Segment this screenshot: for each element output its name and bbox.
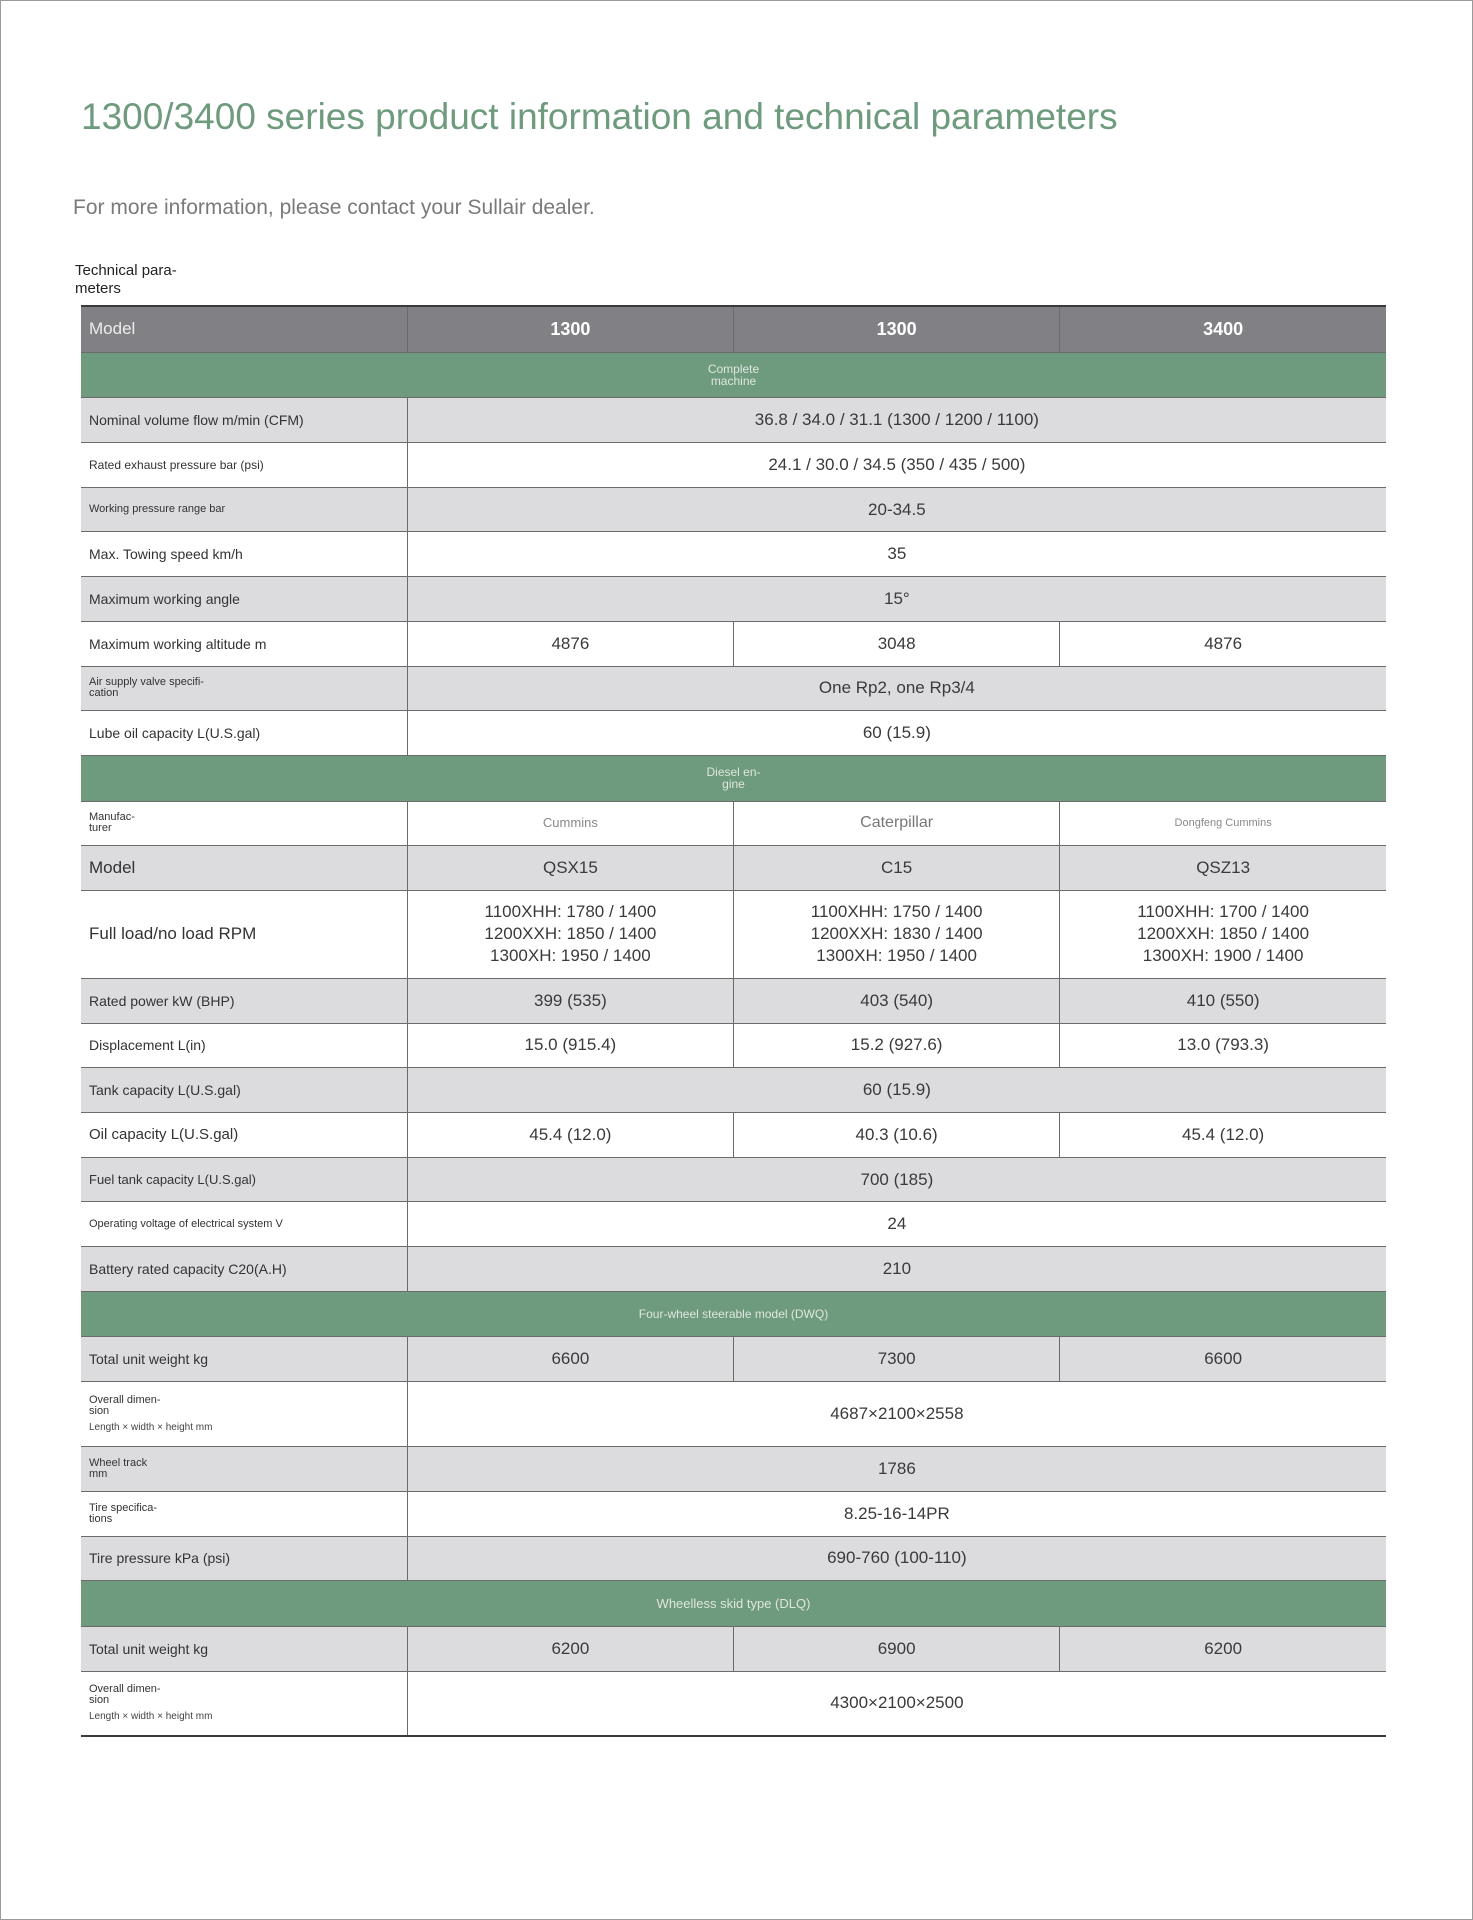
row-label: Nominal volume flow m/min (CFM) — [81, 398, 407, 443]
row-label: Battery rated capacity C20(A.H) — [81, 1247, 407, 1292]
header-model-3: 3400 — [1060, 306, 1386, 352]
row-label-main: Overall dimen- sion — [89, 1683, 161, 1707]
section-title: Wheelless skid type (DLQ) — [81, 1581, 1386, 1627]
table-row — [81, 487, 1386, 532]
row-value: 210 — [407, 1247, 1386, 1292]
table-row — [81, 1068, 1386, 1113]
row-label: Displacement L(in) — [81, 1023, 407, 1068]
row-value: 399 (535) — [407, 978, 733, 1023]
row-value: 4876 — [407, 621, 733, 666]
row-label: Total unit weight kg — [81, 1626, 407, 1671]
row-label: Lube oil capacity L(U.S.gal) — [81, 711, 407, 756]
row-label: Tank capacity L(U.S.gal) — [81, 1068, 407, 1113]
row-value: Caterpillar — [734, 801, 1060, 846]
spec-table — [81, 305, 1386, 1737]
table-row — [81, 398, 1386, 443]
row-label: Wheel track mm — [81, 1447, 407, 1492]
row-value: 15.2 (927.6) — [734, 1023, 1060, 1068]
table-row — [81, 1337, 1386, 1382]
row-value: C15 — [734, 846, 1060, 891]
section-label: Technical para- meters — [75, 262, 177, 297]
row-label: Fuel tank capacity L(U.S.gal) — [81, 1157, 407, 1202]
row-value: 403 (540) — [734, 978, 1060, 1023]
row-value: Cummins — [407, 801, 733, 846]
row-value: 35 — [407, 532, 1386, 577]
page-title: 1300/3400 series product information and technical parameters — [81, 96, 1118, 137]
row-label: Manufac- turer — [81, 801, 407, 846]
row-value: 6200 — [407, 1626, 733, 1671]
row-value: One Rp2, one Rp3/4 — [407, 666, 1386, 711]
table-row — [81, 443, 1386, 488]
table-row — [81, 532, 1386, 577]
table-row — [81, 1113, 1386, 1158]
row-value: 15° — [407, 577, 1386, 622]
row-label — [81, 1382, 407, 1447]
row-label: Max. Towing speed km/h — [81, 532, 407, 577]
section-row-skid — [81, 1581, 1386, 1627]
row-label: Model — [81, 846, 407, 891]
table-row — [81, 711, 1386, 756]
table-row — [81, 978, 1386, 1023]
row-label: Total unit weight kg — [81, 1337, 407, 1382]
section-title: Diesel en- gine — [81, 755, 1386, 801]
row-value: 6600 — [407, 1337, 733, 1382]
row-label — [81, 1671, 407, 1736]
row-value: 3048 — [734, 621, 1060, 666]
header-model-1: 1300 — [407, 306, 733, 352]
row-label: Maximum working angle — [81, 577, 407, 622]
table-row — [81, 890, 1386, 978]
section-row-complete-machine — [81, 352, 1386, 398]
table-row — [81, 666, 1386, 711]
row-value: 410 (550) — [1060, 978, 1386, 1023]
header-label: Model — [81, 306, 407, 352]
row-value: 1100XHH: 1700 / 1400 1200XXH: 1850 / 1400 1300XH: 1900 / 1400 — [1060, 890, 1386, 978]
row-value: 1100XHH: 1750 / 1400 1200XXH: 1830 / 1400 1300XH: 1950 / 1400 — [734, 890, 1060, 978]
table-row — [81, 1447, 1386, 1492]
row-value: 4300×2100×2500 — [407, 1671, 1386, 1736]
contact-note: For more information, please contact your Sullair dealer. — [73, 196, 595, 219]
row-value: 20-34.5 — [407, 487, 1386, 532]
table-row — [81, 1536, 1386, 1581]
row-value: 60 (15.9) — [407, 1068, 1386, 1113]
row-label-main: Overall dimen- sion — [89, 1394, 161, 1418]
table-row — [81, 1626, 1386, 1671]
row-value: 45.4 (12.0) — [1060, 1113, 1386, 1158]
table-row — [81, 1491, 1386, 1536]
row-value: 15.0 (915.4) — [407, 1023, 733, 1068]
row-label: Air supply valve specifi- cation — [81, 666, 407, 711]
row-value: Dongfeng Cummins — [1060, 801, 1386, 846]
row-value: 4876 — [1060, 621, 1386, 666]
table-row — [81, 1202, 1386, 1247]
row-label-sub: Length × width × height mm — [89, 1422, 213, 1434]
row-value: 6900 — [734, 1626, 1060, 1671]
row-value: 60 (15.9) — [407, 711, 1386, 756]
row-label: Oil capacity L(U.S.gal) — [81, 1113, 407, 1158]
row-value: 700 (185) — [407, 1157, 1386, 1202]
table-row — [81, 577, 1386, 622]
row-value: 8.25-16-14PR — [407, 1491, 1386, 1536]
row-value: 6200 — [1060, 1626, 1386, 1671]
row-value: 45.4 (12.0) — [407, 1113, 733, 1158]
table-header-row — [81, 306, 1386, 352]
row-label: Operating voltage of electrical system V — [81, 1202, 407, 1247]
row-value: 1786 — [407, 1447, 1386, 1492]
row-label: Tire pressure kPa (psi) — [81, 1536, 407, 1581]
table-row — [81, 846, 1386, 891]
table-row — [81, 1157, 1386, 1202]
section-row-four-wheel — [81, 1291, 1386, 1337]
row-value: 36.8 / 34.0 / 31.1 (1300 / 1200 / 1100) — [407, 398, 1386, 443]
row-label: Full load/no load RPM — [81, 890, 407, 978]
row-label: Rated power kW (BHP) — [81, 978, 407, 1023]
row-value: 4687×2100×2558 — [407, 1382, 1386, 1447]
row-label: Tire specifica- tions — [81, 1491, 407, 1536]
row-value: 40.3 (10.6) — [734, 1113, 1060, 1158]
row-label: Working pressure range bar — [81, 487, 407, 532]
table-row — [81, 1023, 1386, 1068]
row-label-sub: Length × width × height mm — [89, 1711, 213, 1723]
table-row — [81, 1671, 1386, 1736]
section-row-diesel-engine — [81, 755, 1386, 801]
section-title: Complete machine — [81, 352, 1386, 398]
table-row — [81, 1382, 1386, 1447]
row-value: 6600 — [1060, 1337, 1386, 1382]
row-value: 24 — [407, 1202, 1386, 1247]
row-label: Rated exhaust pressure bar (psi) — [81, 443, 407, 488]
table-row — [81, 801, 1386, 846]
header-model-2: 1300 — [734, 306, 1060, 352]
row-value: 13.0 (793.3) — [1060, 1023, 1386, 1068]
row-value: 1100XHH: 1780 / 1400 1200XXH: 1850 / 1400 1300XH: 1950 / 1400 — [407, 890, 733, 978]
table-row — [81, 621, 1386, 666]
section-title: Four-wheel steerable model (DWQ) — [81, 1291, 1386, 1337]
row-value: 24.1 / 30.0 / 34.5 (350 / 435 / 500) — [407, 443, 1386, 488]
row-value: 7300 — [734, 1337, 1060, 1382]
row-label: Maximum working altitude m — [81, 621, 407, 666]
table-row — [81, 1247, 1386, 1292]
row-value: 690-760 (100-110) — [407, 1536, 1386, 1581]
row-value: QSZ13 — [1060, 846, 1386, 891]
row-value: QSX15 — [407, 846, 733, 891]
